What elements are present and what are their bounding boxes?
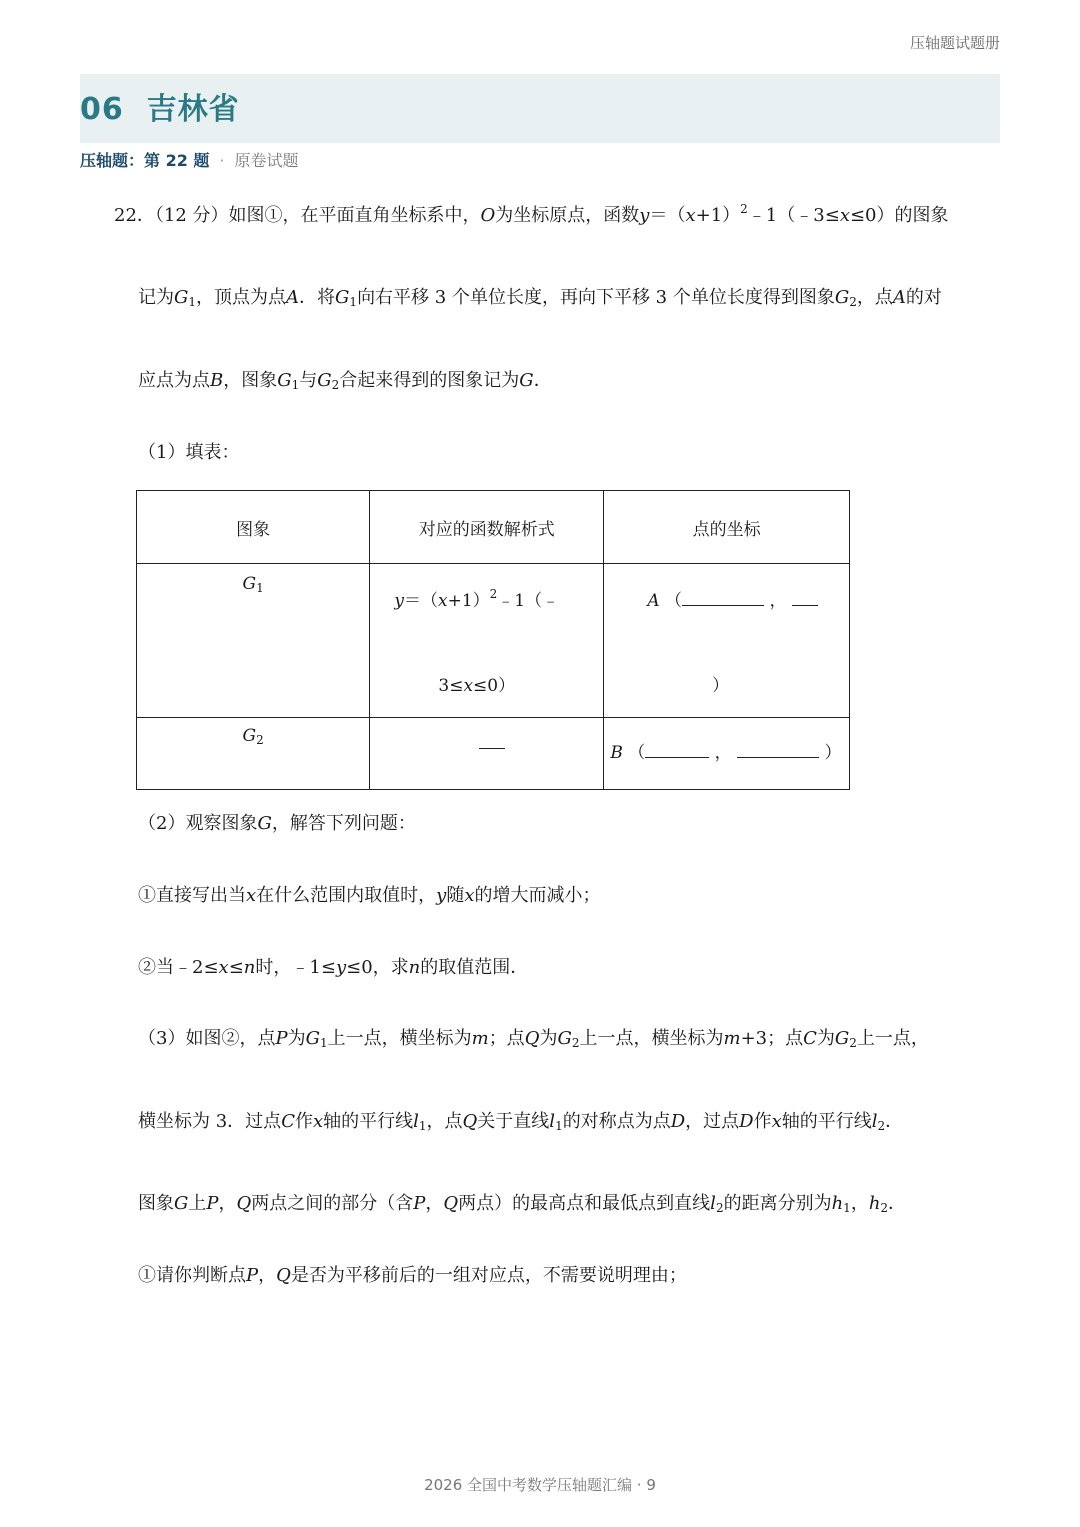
cell-b-coordinate <box>604 718 850 790</box>
header-cell-coordinate: 点的坐标 <box>604 491 850 564</box>
subscript: 2 <box>880 1201 889 1215</box>
var: C <box>281 1111 295 1132</box>
closing-paren: ） <box>712 676 730 696</box>
text: 轴的平行线 <box>323 1111 414 1132</box>
text: 的增大而减小； <box>474 885 601 906</box>
problem-line-2 <box>138 283 942 309</box>
subscript: 1 <box>291 378 300 392</box>
separator-dot: · <box>219 151 225 170</box>
text: 的取值范围． <box>420 957 529 978</box>
text: 横坐标为 3．过点 <box>138 1111 282 1132</box>
text: 上 <box>188 1193 207 1214</box>
text: 应点为点 <box>138 370 210 391</box>
text: （3）如图②，点 <box>138 1028 276 1049</box>
text: 为坐标原点，函数 <box>495 205 640 226</box>
var: A <box>286 287 300 308</box>
text: （ <box>628 743 646 763</box>
text: 作 <box>753 1111 772 1132</box>
header-cell-function: 对应的函数解析式 <box>370 491 604 564</box>
text: ≤ <box>228 957 244 978</box>
subtitle-line <box>80 148 299 171</box>
var: G <box>277 370 292 391</box>
subscript: 2 <box>571 1036 580 1050</box>
text: ， <box>850 1193 869 1214</box>
text: 3≤ <box>438 676 464 696</box>
subscript: 2 <box>877 1119 886 1133</box>
var: x <box>464 885 475 906</box>
var: x <box>771 1111 782 1132</box>
subscript: 1 <box>843 1201 851 1215</box>
var: G <box>242 726 257 746</box>
var: Q <box>276 1265 291 1286</box>
text: ） <box>824 743 842 763</box>
text: ， <box>769 591 787 611</box>
text: 图象 <box>138 1193 174 1214</box>
var: x <box>438 591 448 611</box>
var: m <box>471 1028 489 1049</box>
var: Q <box>236 1193 252 1214</box>
text: 为 <box>287 1028 306 1049</box>
text: ≤0） <box>473 676 516 696</box>
var: D <box>670 1111 686 1132</box>
text: ， <box>258 1265 277 1286</box>
function-line-2 <box>371 671 582 696</box>
var: Q <box>524 1028 540 1049</box>
text: 为 <box>539 1028 558 1049</box>
title-bar <box>80 74 1000 143</box>
var: A <box>892 287 906 308</box>
text: +1） <box>447 591 490 611</box>
text: 时，﹣1≤ <box>255 957 336 978</box>
text: 上一点， <box>856 1028 929 1049</box>
text: ，过点 <box>685 1111 740 1132</box>
var: G <box>834 287 850 308</box>
text: 的对 <box>905 287 942 308</box>
var: P <box>246 1265 259 1286</box>
var: G <box>305 1028 320 1049</box>
text: 在什么范围内取值时， <box>256 885 437 906</box>
subscript: 2 <box>256 733 264 747</box>
answer-blank[interactable] <box>792 589 818 606</box>
part-3-line-1 <box>138 1024 929 1050</box>
problem-line-3 <box>138 366 552 392</box>
text: ＝（ <box>404 591 438 611</box>
var: x <box>312 1111 324 1132</box>
var: A <box>647 591 660 611</box>
text: ，点 <box>856 287 893 308</box>
text: ≤0，求 <box>346 957 409 978</box>
text: 与 <box>299 370 318 391</box>
text: 关于直线 <box>477 1111 550 1132</box>
text: ， <box>218 1193 237 1214</box>
answer-blank[interactable] <box>737 741 819 758</box>
table-row <box>137 718 850 790</box>
exponent: 2 <box>489 587 498 601</box>
text: ﹣1（﹣3≤ <box>747 205 840 226</box>
text: 两点之间的部分（含 <box>251 1193 414 1214</box>
var: B <box>210 370 224 391</box>
text: 22．（12 分）如图①，在平面直角坐标系中， <box>114 205 481 226</box>
var: x <box>463 676 474 696</box>
answer-blank[interactable] <box>479 732 505 749</box>
var: n <box>243 957 256 978</box>
text: ②当﹣2≤ <box>138 957 219 978</box>
part-3-line-2 <box>138 1107 903 1133</box>
var: P <box>275 1028 288 1049</box>
var: G <box>242 574 257 594</box>
var: l <box>413 1111 419 1132</box>
subscript: 2 <box>849 295 857 309</box>
text: ， <box>714 743 732 763</box>
var: l <box>710 1193 716 1214</box>
var: G <box>519 370 534 391</box>
var: y <box>639 205 650 226</box>
text: ①直接写出当 <box>138 885 246 906</box>
text: +3；点 <box>740 1028 804 1049</box>
var: O <box>480 205 496 226</box>
var: y <box>436 885 447 906</box>
question-3-1 <box>138 1261 687 1287</box>
var: y <box>394 591 404 611</box>
text: ，解答下列问题： <box>271 813 416 834</box>
text: 的距离分别为 <box>723 1193 832 1214</box>
text: 是否为平移前后的一组对应点，不需要说明理由； <box>290 1265 687 1286</box>
text: ≤0）的图象 <box>849 205 949 226</box>
var: G <box>174 287 189 308</box>
problem-line-1 <box>114 201 949 227</box>
text: 轴的平行线 <box>781 1111 872 1132</box>
text: 上一点，横坐标为 <box>327 1028 472 1049</box>
text: 的对称点为点 <box>562 1111 671 1132</box>
header-cell-graph: 图象 <box>137 491 370 564</box>
var: n <box>408 957 421 978</box>
cell-g2 <box>137 718 370 790</box>
text: ，点 <box>426 1111 463 1132</box>
text: ． <box>888 1193 907 1214</box>
part-3-line-3 <box>138 1189 906 1215</box>
text: ，顶点为点 <box>196 287 287 308</box>
text: 上一点，横坐标为 <box>579 1028 724 1049</box>
exponent: 2 <box>740 202 748 216</box>
text: （2）观察图象 <box>138 813 258 834</box>
table-row <box>137 564 850 718</box>
var: y <box>335 957 347 978</box>
text: ， <box>425 1193 444 1214</box>
subscript: 1 <box>319 1036 328 1050</box>
var: l <box>871 1111 878 1132</box>
answer-blank[interactable] <box>645 741 709 758</box>
text: 随 <box>446 885 465 906</box>
var: G <box>834 1028 850 1049</box>
text: （ <box>665 591 683 611</box>
text: ．将 <box>299 287 336 308</box>
text: ﹣1（﹣ <box>497 591 560 611</box>
var: x <box>685 205 696 226</box>
var: B <box>610 743 623 763</box>
fill-table <box>136 490 850 790</box>
var: D <box>739 1111 754 1132</box>
function-line-1 <box>371 586 582 611</box>
text: 记为 <box>138 287 174 308</box>
subscript: 2 <box>849 1036 857 1050</box>
cell-g2-function <box>370 718 604 790</box>
subscript: 2 <box>715 1201 724 1215</box>
subscript: 1 <box>349 295 358 309</box>
source-label: 原卷试题 <box>234 151 299 170</box>
text: ＝（ <box>649 205 686 226</box>
text: ． <box>533 370 552 391</box>
answer-blank[interactable] <box>682 589 764 606</box>
table-header-row <box>137 491 850 564</box>
var: x <box>218 957 229 978</box>
var: l <box>549 1111 556 1132</box>
page-title: 06 吉林省 <box>80 92 240 127</box>
subscript: 1 <box>256 581 264 595</box>
part-2-label <box>138 809 416 835</box>
var: G <box>174 1193 189 1214</box>
text: 为 <box>816 1028 835 1049</box>
text: ；点 <box>488 1028 525 1049</box>
var: G <box>557 1028 572 1049</box>
cell-g1 <box>137 564 370 718</box>
question-2-1 <box>138 881 600 907</box>
text: 作 <box>294 1111 313 1132</box>
cell-a-coordinate <box>604 564 850 718</box>
text: ，图象 <box>223 370 278 391</box>
header-tag: 压轴题试题册 <box>909 34 1000 52</box>
var: h <box>868 1193 881 1214</box>
subscript: 2 <box>331 378 340 392</box>
var: h <box>831 1193 844 1214</box>
subscript: 1 <box>555 1119 563 1133</box>
question-2-2 <box>138 953 528 979</box>
var: C <box>803 1028 817 1049</box>
subscript: 1 <box>418 1119 427 1133</box>
var: m <box>723 1028 741 1049</box>
var: G <box>317 370 332 391</box>
text: 合起来得到的图象记为 <box>339 370 520 391</box>
var: G <box>257 813 272 834</box>
text: 两点）的最高点和最低点到直线 <box>458 1193 711 1214</box>
var: Q <box>462 1111 478 1132</box>
text: ． <box>885 1111 904 1132</box>
var: G <box>335 287 350 308</box>
text: +1） <box>695 205 741 226</box>
part-1-label: （1）填表： <box>138 442 240 463</box>
coordinate-line-a <box>605 586 848 611</box>
text: 向右平移 3 个单位长度，再向下平移 3 个单位长度得到图象 <box>357 287 835 308</box>
problem-label: 压轴题：第 22 题 <box>80 151 210 170</box>
text: ①请你判断点 <box>138 1265 246 1286</box>
var: x <box>246 885 257 906</box>
var: x <box>839 205 850 226</box>
subscript: 1 <box>188 295 197 309</box>
page-footer: 2026 全国中考数学压轴题汇编 · 9 <box>424 1476 656 1494</box>
var: Q <box>443 1193 459 1214</box>
var: P <box>413 1193 426 1214</box>
cell-g1-function <box>370 564 604 718</box>
var: P <box>206 1193 219 1214</box>
